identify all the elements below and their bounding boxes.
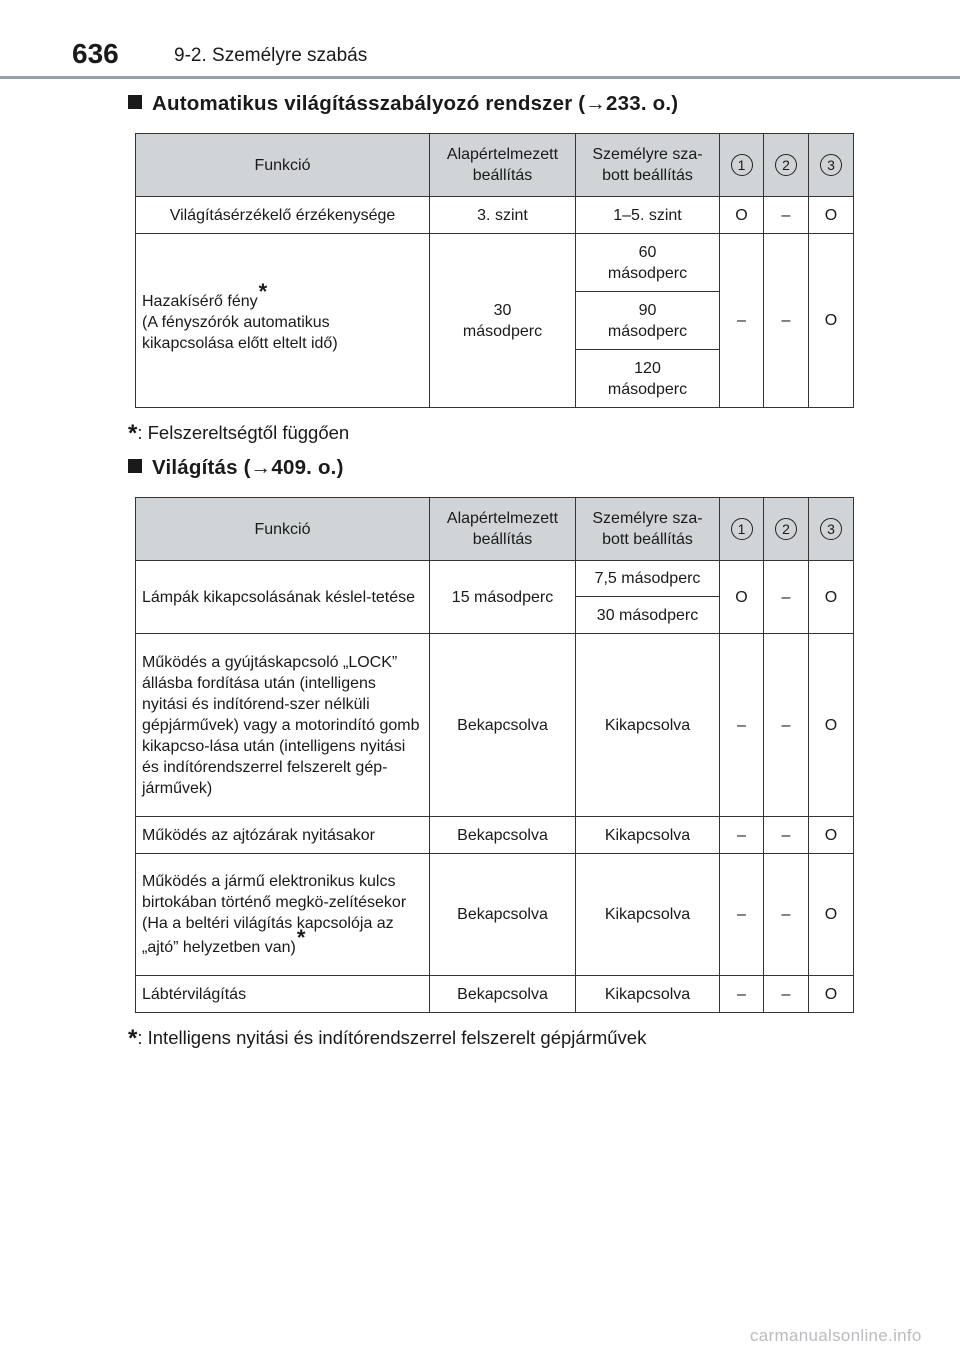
cell-1: – — [720, 854, 764, 976]
circled-2-icon: 2 — [775, 154, 797, 176]
col-header-default: Alapértelmezett beállítás — [430, 134, 576, 197]
function-name: Hazakísérő fény — [142, 292, 258, 310]
cell-function — [136, 854, 430, 976]
table-header-row — [136, 498, 854, 561]
table-row — [136, 197, 854, 234]
table-lighting-control — [135, 133, 854, 408]
cell-custom: 90 másodperc — [576, 292, 720, 350]
footnote-equipment — [128, 420, 349, 448]
cell-function: Működés a gyújtáskapcsoló „LOCK” állásba fordítása után (intelligens nyitási és indítórend-szer nélküli gépjárművek) vagy a motorindító gomb kikapcso-lása után (intelligens nyitási és indítórendszerrel felszerelt gép-járművek) — [136, 634, 430, 817]
cell-function — [136, 234, 430, 408]
square-bullet-icon — [128, 95, 142, 109]
cell-default: Bekapcsolva — [430, 854, 576, 976]
cell-2: – — [764, 976, 809, 1013]
cell-custom: Kikapcsolva — [576, 817, 720, 854]
cell-1: – — [720, 234, 764, 408]
cell-custom: 7,5 másodperc — [576, 561, 720, 597]
col-header-function: Funkció — [136, 498, 430, 561]
cell-custom: 120 másodperc — [576, 350, 720, 408]
cell-3: O — [809, 197, 854, 234]
cell-custom: Kikapcsolva — [576, 854, 720, 976]
cell-function: Működés az ajtózárak nyitásakor — [136, 817, 430, 854]
cell-function: Lámpák kikapcsolásának késlel-tetése — [136, 561, 430, 634]
cell-3: O — [809, 561, 854, 634]
cell-custom: Kikapcsolva — [576, 634, 720, 817]
col-header-function: Funkció — [136, 134, 430, 197]
col-header-3 — [809, 498, 854, 561]
col-header-custom: Személyre sza-bott beállítás — [576, 498, 720, 561]
cell-2: – — [764, 634, 809, 817]
cell-custom: 30 másodperc — [576, 597, 720, 634]
cell-custom: Kikapcsolva — [576, 976, 720, 1013]
circled-1-icon: 1 — [731, 518, 753, 540]
cell-3: O — [809, 854, 854, 976]
cell-2: – — [764, 234, 809, 408]
cell-1: – — [720, 817, 764, 854]
cell-default: 3. szint — [430, 197, 576, 234]
section-heading-text: Világítás (→409. o.) — [152, 456, 344, 479]
section-heading-lighting — [128, 456, 344, 480]
footnote-text: : Felszereltségtől függően — [137, 422, 350, 443]
page-header — [0, 0, 960, 80]
cell-default: Bekapcsolva — [430, 817, 576, 854]
chapter-title: 9-2. Személyre szabás — [174, 45, 368, 66]
cell-3: O — [809, 817, 854, 854]
cell-default: 30 másodperc — [430, 234, 576, 408]
col-header-1 — [720, 134, 764, 197]
cell-2: – — [764, 854, 809, 976]
circled-3-icon: 3 — [820, 154, 842, 176]
function-note: (A fényszórók automatikus kikapcsolása előtt eltelt idő) — [142, 313, 338, 352]
square-bullet-icon — [128, 459, 142, 473]
col-header-custom: Személyre sza-bott beállítás — [576, 134, 720, 197]
col-header-2 — [764, 498, 809, 561]
cell-3: O — [809, 234, 854, 408]
col-header-default: Alapértelmezett beállítás — [430, 498, 576, 561]
cell-custom: 60 másodperc — [576, 234, 720, 292]
cell-3: O — [809, 976, 854, 1013]
cell-2: – — [764, 817, 809, 854]
footnote-star: * — [258, 278, 268, 304]
table-row — [136, 561, 854, 597]
cell-2: – — [764, 561, 809, 634]
circled-3-icon: 3 — [820, 518, 842, 540]
section-heading-lighting-control — [128, 92, 678, 116]
table-lighting — [135, 497, 854, 1013]
cell-1: O — [720, 197, 764, 234]
table-row — [136, 854, 854, 976]
footnote-star: * — [128, 1025, 138, 1052]
table-row — [136, 817, 854, 854]
table-row — [136, 976, 854, 1013]
page-number: 636 — [72, 38, 119, 69]
circled-2-icon: 2 — [775, 518, 797, 540]
footnote-star: * — [296, 925, 306, 950]
cell-2: – — [764, 197, 809, 234]
table-row — [136, 634, 854, 817]
cell-1: O — [720, 561, 764, 634]
table-row — [136, 234, 854, 292]
col-header-3 — [809, 134, 854, 197]
cell-function: Lábtérvilágítás — [136, 976, 430, 1013]
footnote-star: * — [128, 420, 138, 447]
function-name: Működés a jármű elektronikus kulcs birtokában történő megkö-zelítésekor (Ha a beltéri világítás kapcsolója az „ajtó” helyzetben van) — [142, 873, 407, 956]
col-header-2 — [764, 134, 809, 197]
table-header-row — [136, 134, 854, 197]
cell-default: Bekapcsolva — [430, 976, 576, 1013]
col-header-1 — [720, 498, 764, 561]
footnote-smart-entry — [128, 1025, 646, 1053]
header-rule — [0, 76, 960, 79]
cell-custom: 1–5. szint — [576, 197, 720, 234]
cell-1: – — [720, 634, 764, 817]
cell-default: 15 másodperc — [430, 561, 576, 634]
circled-1-icon: 1 — [731, 154, 753, 176]
cell-3: O — [809, 634, 854, 817]
cell-function: Világításérzékelő érzékenysége — [136, 197, 430, 234]
watermark: carmanualsonline.info — [750, 1326, 922, 1345]
cell-1: – — [720, 976, 764, 1013]
cell-default: Bekapcsolva — [430, 634, 576, 817]
section-heading-text: Automatikus világításszabályozó rendszer (→233. o.) — [152, 92, 679, 115]
footnote-text: : Intelligens nyitási és indítórendszerrel felszerelt gépjárművek — [137, 1027, 647, 1048]
